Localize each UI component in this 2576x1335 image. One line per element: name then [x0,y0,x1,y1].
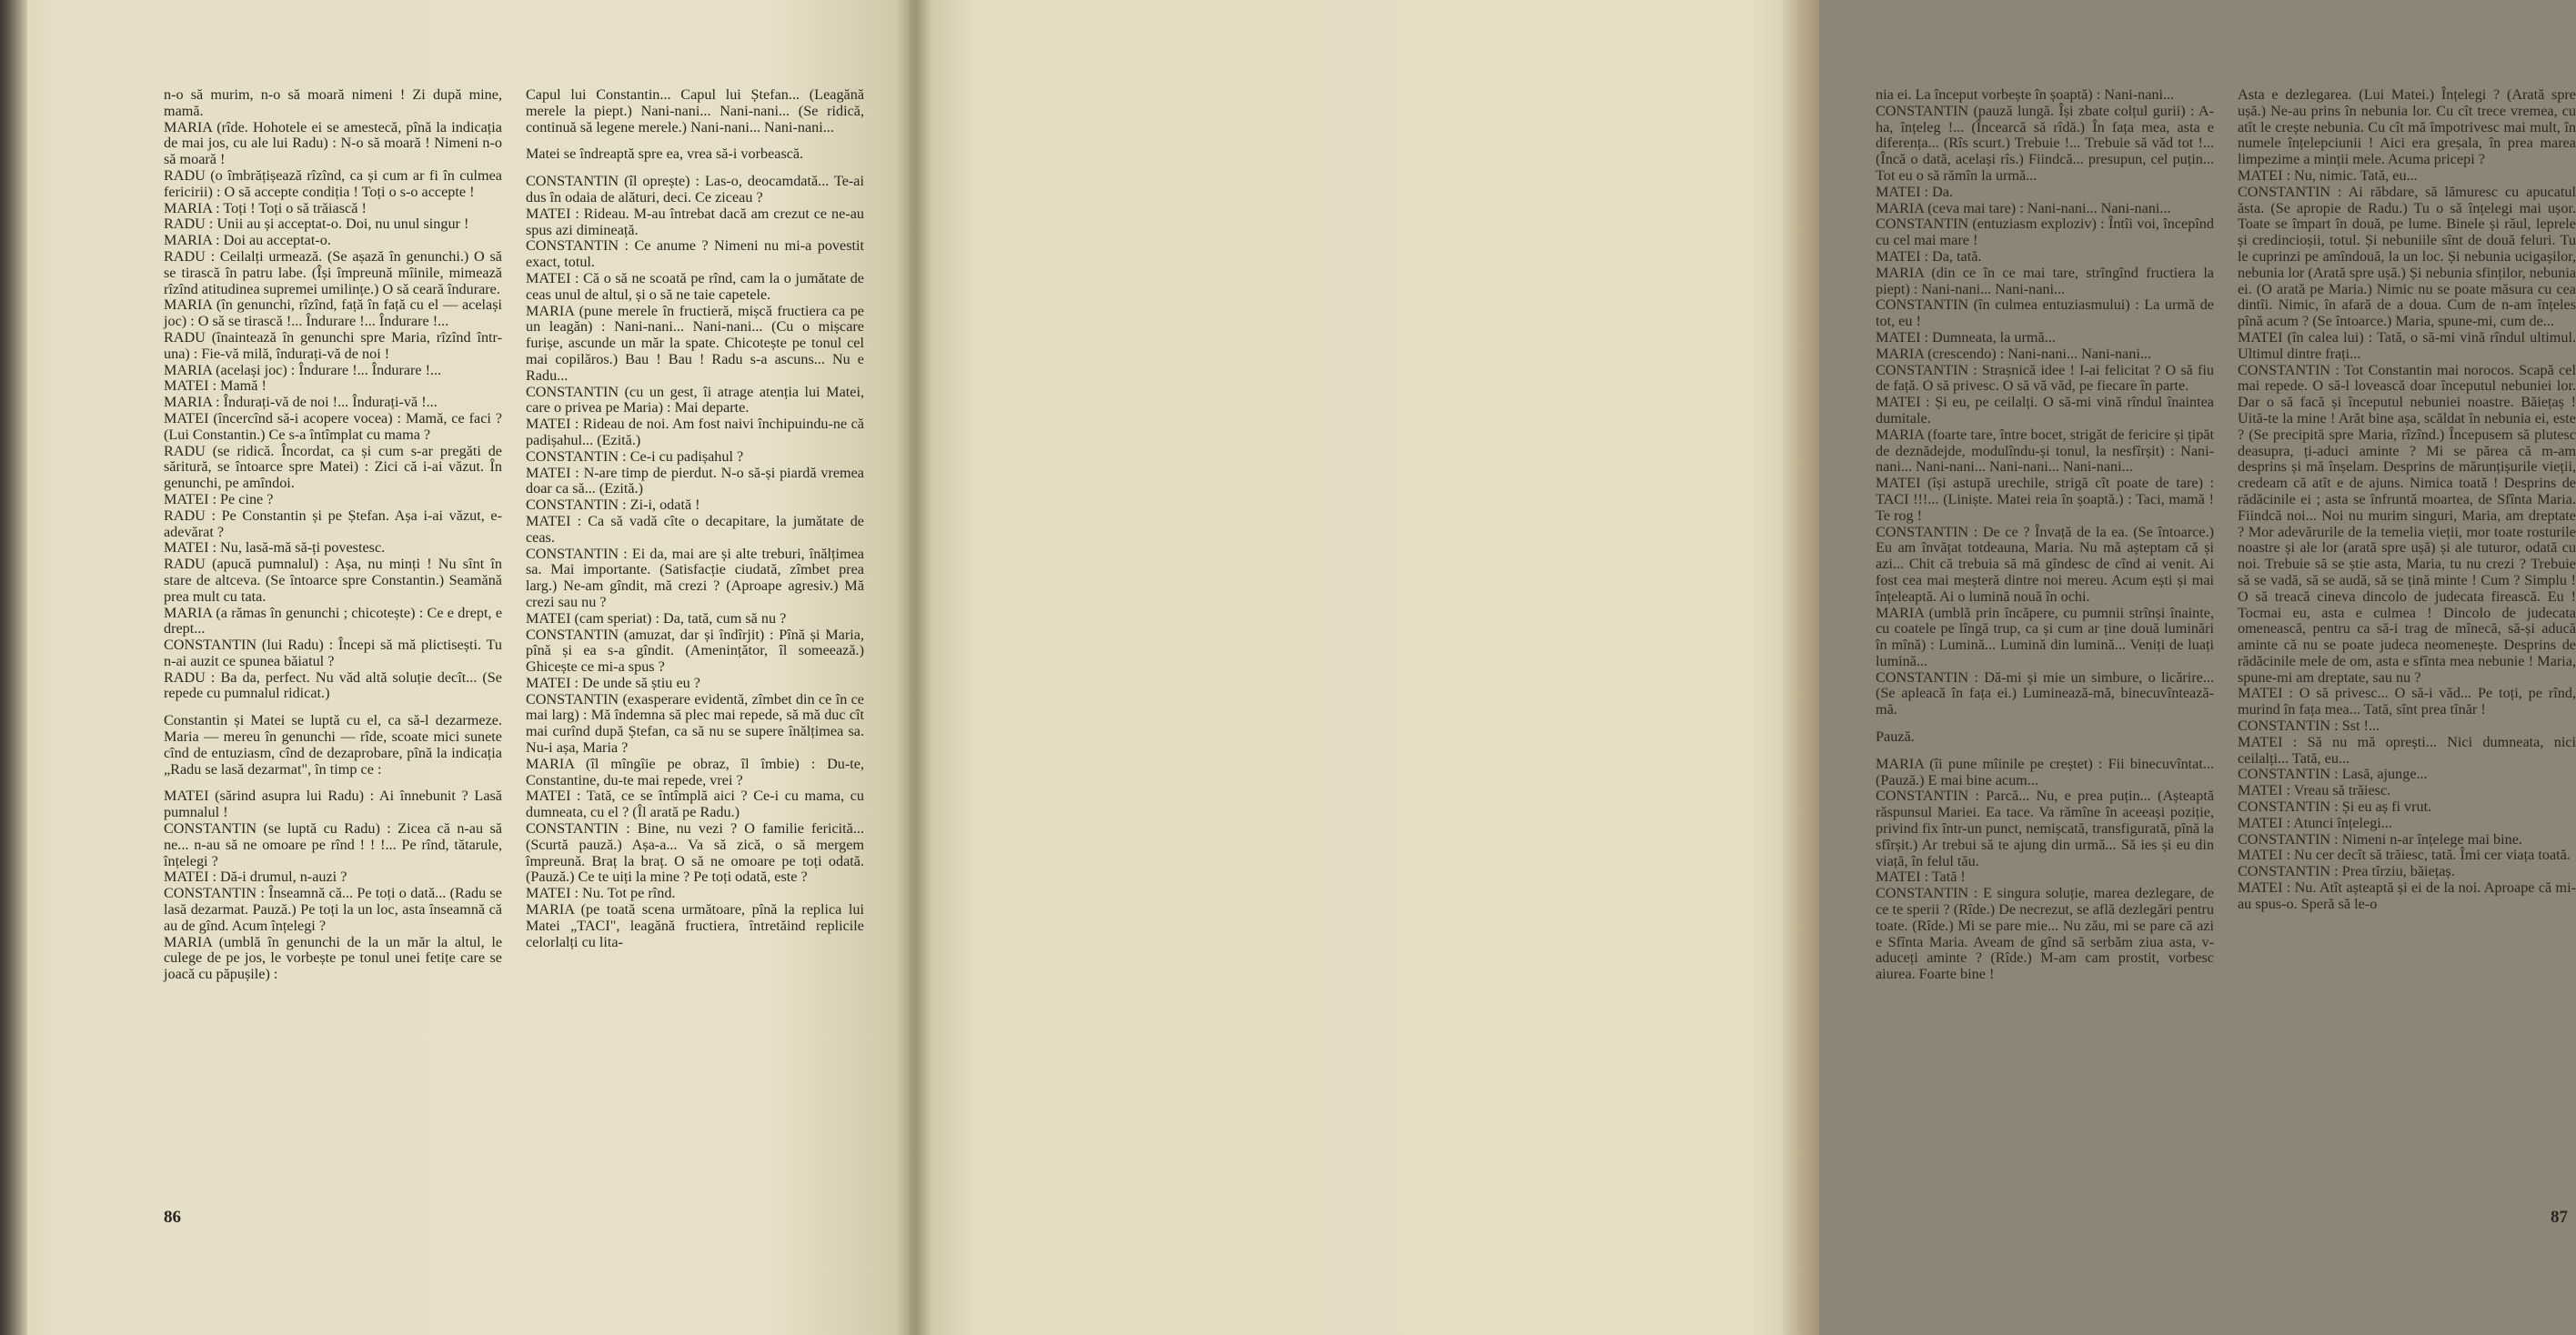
dialogue-line: CONSTANTIN : Prea tîrziu, băiețaș. [2238,863,2455,880]
column-4 [2238,87,2576,913]
dialogue-line: MATEI : Nu, nimic. Tată, eu... [2238,166,2418,184]
dialogue-line: CONSTANTIN : Bine, nu vezi ? O familie fericită... (Scurtă pauză.) Așa-a... Va să zică, o să mergem împreună. Braț la braț. O să ne omoare pe toți odată. (Pauză.) Ce te uiți la mine ? Pe toți odată, este ? [526,820,864,886]
book-edge-right [1783,0,1819,1335]
dialogue-line: MATEI : Ca să vadă cîte o decapitare, la jumătate de ceas. [526,512,864,546]
dialogue-line: CONSTANTIN : Nimeni n-ar înțelege mai bine. [2238,830,2522,848]
dialogue-line: CONSTANTIN (entuziasm exploziv) : Întîi voi, începînd cu cel mai mare ! [1876,216,2214,249]
dialogue-line: CONSTANTIN (cu un gest, îi atrage atenția lui Matei, care o privea pe Maria) : Mai departe. [526,383,864,417]
dialogue-line: CONSTANTIN (se luptă cu Radu) : Zicea că n-au să ne... n-au să ne omoare pe rînd ! ! !... Pe rînd, tătarule, înțelegi ? [164,820,502,869]
dialogue-line: CONSTANTIN : Lasă, ajunge... [2238,766,2428,783]
dialogue-line: CONSTANTIN : Sst !... [2238,718,2380,735]
dialogue-line: MARIA (rîde. Hohotele ei se amestecă, pînă la indicația de mai jos, cu ale lui Radu) : N-o să moară ! Nimeni n-o să moară ! [164,118,502,168]
dialogue-line: MARIA (îi pune mîinile pe creștet) : Fii binecuvîntat... (Pauză.) E mai bine acum... [1876,755,2214,788]
dialogue-line: MATEI : De unde să știu eu ? [526,674,700,691]
dialogue-line: nia ei. La început vorbește în șoaptă) : Nani-nani... [1876,86,2175,103]
dialogue-line: MATEI : Dumneata, la urmă... [1876,328,2056,346]
dialogue-line: MARIA (ceva mai tare) : Nani-nani... Nani-nani... [1876,199,2171,216]
dialogue-line: MATEI : Atunci înțelegi... [2238,814,2392,831]
dialogue-line: MARIA (pune merele în fructieră, mișcă fructiera ca pe un leagăn) : Nani-nani... Nani-nani... (Cu o mișcare furișe, ascunde un măr la spate. Chicotește pe tonul cel mai copilăros.) Bau ! Bau ! Radu s-a ascuns... Nu e Radu... [526,302,864,384]
dialogue-line: MATEI : Da, tată. [1876,247,1982,265]
book-spine [896,0,932,1335]
dialogue-line: CONSTANTIN (lui Radu) : Începi să mă plictisești. Tu n-ai auzit ce spunea băiatul ? [164,637,502,669]
dialogue-line: MATEI : Mamă ! [164,377,267,395]
dialogue-line: MARIA (umblă în genunchi de la un măr la altul, le culege de pe jos, le vorbește pe tonul unei fetițe care se joacă cu păpușile) : [164,933,502,983]
dialogue-line: CONSTANTIN : Zi-i, odată ! [526,497,700,514]
dialogue-line: MARIA (îl mîngîie pe obraz, îl îmbie) : Du-te, Constantine, du-te mai repede, vrei ? [526,755,864,788]
dialogue-line: MATEI : Și eu, pe ceilalți. O să-mi vină rîndul înaintea dumitale. [1876,394,2214,427]
dialogue-line: CONSTANTIN : Parcă... Nu, e prea puțin... (Așteaptă răspunsul Mariei. Ea tace. Va rămîne în aceeași poziție, privind fix într-un punct, nemișcată, transfigurată, pînă la sfîrșit.) Ar trebui să te ajung din urmă... Să ies și eu din viață, în felul tău. [1876,788,2214,869]
dialogue-line: RADU (se ridică. Încordat, ca și cum s-ar pregăti de săritură, se întoarce spre Matei) : Zici că i-ai văzut. În genunchi, pe amîndoi. [164,442,502,492]
dialogue-line: CONSTANTIN : Tot Constantin mai norocos. Scapă cel mai repede. O să-l lovească doar începutul nebuniei lor. Dar o să facă și începutul nebuniei noastre. Băiețaș ! Uită-te la mine ! Arăt bine așa, scăldat în nebunia ei, este ? (Se precipită spre Maria, rîzînd.) Începusem să plutesc deasupra, ți-aduci aminte ? Mi se părea că m-am desprins și mă înșelam. Desprins de mărunțișurile vieții, credeam că atît e de ajuns. Nimica toată ! Desprins de rădăcinile ei ; asta se înfruntă moartea, de Sfînta Maria. Fiindcă noi... Noi nu murim singuri, Maria, am dreptate ? Mor adevărurile de la temelia vieții, mor toate rosturile noastre și ale lor (arată spre ușă) și ale tuturor, odată cu noi. Trebuie să se știe asta, Maria, tu nu crezi ? Trebuie să se vadă, să se audă, să se țină minte ! Cum ? Simplu ! O să treacă cineva dincolo de judecata firească. Eu ! Tocmai eu, asta e culmea ! Dincolo de judecata omenească, pentru ca să-i trag de mînecă, să-și aducă aminte că nu se poate judeca neomenește. Desprins de rădăcinile mele de om, asta e sfînta mea nebunie ! Maria, spune-mi am dreptate, sau nu ? [2238,361,2576,686]
column-3 [1876,87,2214,983]
dialogue-line: CONSTANTIN : Ei da, mai are și alte treburi, înălțimea sa. Mai importante. (Satisfacție ciudată, zîmbet prea larg.) Ne-am gîndit, mă crezi ? (Aproape agresiv.) Mă crezi sau nu ? [526,545,864,610]
dialogue-line: n-o să murim, n-o să moară nimeni ! Zi după mine, mamă. [164,86,502,119]
dialogue-line: RADU (apucă pumnalul) : Așa, nu minți ! Nu sînt în stare de altceva. (Se întoarce spre Constantin.) Seamănă prea mult cu tata. [164,556,502,605]
dialogue-line: MARIA : Toți ! Toți o să trăiască ! [164,199,367,216]
dialogue-line: Pauză. [1876,728,1915,746]
dialogue-line: Matei se îndreaptă spre ea, vrea să-i vorbească. [526,146,804,163]
dialogue-line: CONSTANTIN : Strașnică idee ! I-ai felicitat ? O să fiu de față. O să privesc. O să vă văd, pe fiecare în parte. [1876,361,2214,395]
dialogue-line: CONSTANTIN (în culmea entuziasmului) : La urmă de tot, eu ! [1876,296,2214,330]
dialogue-line: MARIA : Îndurați-vă de noi !... Îndurați-vă !... [164,394,438,411]
dialogue-line: CONSTANTIN (pauză lungă. Își zbate colțul gurii) : A-ha, înțeleg !... (Încearcă să rîdă.) În fața mea, asta e diferența... (Rîs scurt.) Trebuie !... Trebuie să văd tot !... (Încă o dată, același rîs.) Fiindcă... presupun, cel puțin... Tot eu o să rămîn la urmă... [1876,102,2214,184]
dialogue-line: MATEI : O să privesc... O să-i văd... Pe toți, pe rînd, murind în fața mea... Tată, sînt prea tînăr ! [2238,685,2576,718]
dialogue-line: MATEI : Că o să ne scoată pe rînd, cam la o jumătate de ceas unul de altul, și o să ne taie capetele. [526,269,864,303]
dialogue-line: CONSTANTIN : Ai răbdare, să lămuresc cu apucatul ăsta. (Se apropie de Radu.) Tu o să înțelegi mai ușor. Toate se împart în două, pe lume. Binele și răul, leprele și credincioșii, totul. Și nebuniile sînt de două feluri. Tu le cuprinzi pe amîndouă, la un loc. Și nebunia ucigașilor, nebunia lor (Arată spre ușă.) Și nebunia sfinților, nebunia ei. (O arată pe Maria.) Nimic nu se poate măsura cu cea dintîi. Nimic, în afară de a doua. Cum de n-am înțeles pînă acum ? (Se întoarce.) Maria, spune-mi, cum de... [2238,183,2576,330]
dialogue-line: MATEI (își astupă urechile, strigă cît poate de tare) : TACI !!!... (Liniște. Matei reia în șoaptă.) : Taci, mamă ! Te rog ! [1876,475,2214,524]
dialogue-line: RADU : Unii au și acceptat-o. Doi, nu unul singur ! [164,216,469,233]
dialogue-line: MARIA (foarte tare, între bocet, strigăt de fericire și țipăt de deznădejde, modulîndu-și tonul, la nesfîrșit) : Nani-nani... Nani-nani... Nani-nani... Nani-nani... [1876,426,2214,476]
dialogue-line: RADU : Ceilalți urmează. (Se așază în genunchi.) O să se tirască în patru labe. (Își împreună mîinile, mimează rîzînd atitudinea supremei umilințe.) O să ceară îndurare. [164,247,502,297]
dialogue-line: MATEI : Să nu mă oprești... Nici dumneata, nici ceilalți... Tată, eu... [2238,733,2576,767]
dialogue-line: CONSTANTIN : Dă-mi și mie un simbure, o licărire... (Se apleacă în fața ei.) Luminează-mă, binecuvîntează-mă. [1876,668,2214,718]
dialogue-line: MATEI (în calea lui) : Tată, o să-mi vină rîndul ultimul. Ultimul dintre frați... [2238,328,2576,362]
dialogue-line: RADU (înaintează în genunchi spre Maria, rîzînd într-una) : Fie-vă milă, îndurați-vă de noi ! [164,328,502,362]
dialogue-line: MATEI : Rideau de noi. Am fost naivi închipuindu-ne că padișahul... (Ezită.) [526,416,864,448]
dialogue-line: MARIA (umblă prin încăpere, cu pumnii strînși înainte, cu coatele pe lîngă trup, ca și cum ar ține două luminări în mînă) : Lumină... Lumină din lumină... Veniți de luați lumină... [1876,604,2214,669]
dialogue-line: Capul lui Constantin... Capul lui Ștefan... (Leagănă merele la piept.) Nani-nani... Nani-nani... (Se ridică, continuă să legene merele.) Nani-nani... Nani-nani... [526,86,864,136]
dialogue-line: CONSTANTIN : Și eu aș fi vrut. [2238,798,2432,816]
dialogue-line: RADU : Pe Constantin și pe Ștefan. Așa i-ai văzut, e-adevărat ? [164,507,502,540]
dialogue-line: MATEI : Nu. Tot pe rînd. [526,885,676,902]
dialogue-line: Asta e dezlegarea. (Lui Matei.) Înțelegi ? (Arată spre ușă.) Ne-au prins în nebunia lor. Cu cît trece vremea, cu atît le crește nebunia. Cu cît mă împotrivesc mai mult, în numele înțelepciunii ! Aici era greșala, în prea marea limpezime a minții mele. Acuma pricepi ? [2238,86,2576,168]
column-1 [164,87,502,983]
dialogue-line: MATEI : Tată, ce se întîmplă aici ? Ce-i cu mama, cu dumneata, cu el ? (Îl arată pe Radu.) [526,788,864,821]
column-2 [526,87,864,950]
dialogue-line: RADU : Ba da, perfect. Nu văd altă soluție decît... (Se repede cu pumnalul ridicat.) [164,668,502,702]
dialogue-line: MATEI : Rideau. M-au întrebat dacă am crezut ce ne-au spus azi dimineață. [526,205,864,238]
dialogue-line: MARIA (pe toată scena următoare, pînă la replica lui Matei „TACI", leagănă fructiera, întretăind replicile celorlalți cu lita- [526,901,864,950]
dialogue-line: RADU (o îmbrățișează rîzînd, ca și cum ar fi în culmea fericirii) : O să accepte condiția ! Toți o s-o accepte ! [164,166,502,200]
dialogue-line: CONSTANTIN (exasperare evidentă, zîmbet din ce în ce mai larg) : Mă îndemna să plec mai repede, să mă duc cît mai curînd după Ștefan, ca să nu se supere înălțimea sa. Nu-i așa, Maria ? [526,690,864,757]
dialogue-line: MARIA (crescendo) : Nani-nani... Nani-nani... [1876,345,2151,362]
dialogue-line: CONSTANTIN (amuzat, dar și îndîrjit) : Pînă și Maria, pînă și ea s-a gîndit. (Amenințător, îl someează.) Ghicește ce mi-a spus ? [526,626,864,676]
right-page [910,0,2576,1335]
book-edge-left [0,0,27,1335]
dialogue-line: MARIA (în genunchi, rîzînd, față în față cu el — același joc) : O să se tirască !... Îndurare !... Îndurare !... [164,296,502,330]
dialogue-line: MATEI : Nu, lasă-mă să-ți povestesc. [164,539,386,557]
dialogue-line: CONSTANTIN (îl oprește) : Las-o, deocamdată... Te-ai dus în odaia de alături, deci. Ce ziceau ? [526,173,864,206]
dialogue-line: CONSTANTIN : E singura soluție, marea dezlegare, de ce te sperii ? (Rîde.) De necrezut, se află dezlegări pentru toate. (Rîde.) Mi se pare mie... Nu zău, mi se pare că azi e Sfînta Maria. Aveam de gînd să serbăm ziua asta, v-aduceți aminte ? (Rîde.) M-am cam prostit, vorbesc aiurea. Foarte bine ! [1876,885,2214,983]
dialogue-line: MATEI (sărind asupra lui Radu) : Ai înnebunit ? Lasă pumnalul ! [164,788,502,821]
dialogue-line: MATEI (cam speriat) : Da, tată, cum să nu ? [526,609,787,627]
dialogue-line: MARIA : Doi au acceptat-o. [164,232,331,249]
dialogue-line: CONSTANTIN : De ce ? Învață de la ea. (Se întoarce.) Eu am învățat totdeauna, Maria. Nu mă așteptam că și azi... Chit că trebuia să mă gîndesc de cînd ai venit. Ai fost cea mai meșteră dintre noi mereu. Acum ești și mai înțeleaptă. Ai o lumină nouă în ochi. [1876,523,2214,605]
dialogue-line: CONSTANTIN : Ce-i cu padișahul ? [526,447,744,465]
dialogue-line: MATEI : Da. [1876,183,1953,200]
dialogue-line: CONSTANTIN : Ce anume ? Nimeni nu mi-a povestit exact, totul. [526,237,864,271]
dialogue-line: MATEI : Dă-i drumul, n-auzi ? [164,868,347,886]
dialogue-line: MATEI : N-are timp de pierdut. N-o să-și piardă vremea doar ca să... (Ezită.) [526,464,864,497]
dialogue-line: MATEI : Nu. Atît așteaptă și ei de la noi. Aproape că mi-au spus-o. Speră să le-o [2238,879,2576,912]
dialogue-line: MATEI : Vreau să trăiesc. [2238,782,2391,799]
page-number-left: 86 [164,1208,181,1227]
dialogue-line: MATEI (încercînd să-i acopere vocea) : Mamă, ce faci ? (Lui Constantin.) Ce s-a întîmplat cu mama ? [164,409,502,443]
dialogue-line: Constantin și Matei se luptă cu el, ca să-l dezarmeze. Maria — mereu în genunchi — rîde, scoate mici sunete cînd de entuziasm, cînd de dezaprobare, pînă la indicația „Radu se lasă dezarmat", în timp ce : [164,712,502,778]
dialogue-line: MATEI : Tată ! [1876,868,1966,886]
page-number-right: 87 [2551,1208,2568,1227]
dialogue-line: MATEI : Pe cine ? [164,490,274,507]
dialogue-line: MARIA (din ce în ce mai tare, strîngînd fructiera la piept) : Nani-nani... Nani-nani... [1876,264,2214,297]
dialogue-line: MATEI : Nu cer decît să trăiesc, tată. Îmi cer viața toată. [2238,847,2571,864]
dialogue-line: MARIA (același joc) : Îndurare !... Îndurare !... [164,361,442,378]
dialogue-line: MARIA (a rămas în genunchi ; chicotește) : Ce e drept, e drept... [164,604,502,637]
dialogue-line: CONSTANTIN : Înseamnă că... Pe toți o dată... (Radu se lasă dezarmat. Pauză.) Pe toți la un loc, asta înseamnă că au de gînd. Acum înțelegi ? [164,885,502,934]
left-page [0,0,910,1335]
